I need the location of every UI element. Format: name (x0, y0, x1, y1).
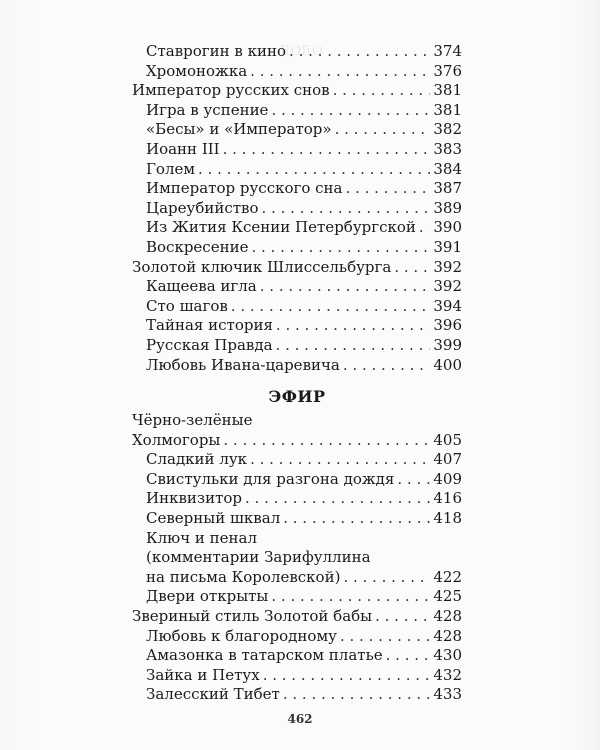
toc-entry-page: 400 (433, 355, 462, 374)
leader-dots (263, 666, 431, 686)
leader-dots (245, 489, 430, 509)
toc-entry-title: Цареубийство (146, 198, 259, 217)
toc-entry-title: Сладкий лук (146, 450, 248, 469)
toc-entry (132, 42, 462, 62)
toc-entry-title: Инквизитор (146, 489, 243, 508)
leader-dots (271, 101, 430, 121)
toc-entry-title-line: (комментарии Зарифуллина (146, 548, 371, 567)
toc-entry (132, 258, 462, 278)
toc-entry (132, 62, 462, 82)
toc-entry-title: Залесский Тибет (146, 685, 280, 704)
leader-dots (375, 607, 430, 627)
leader-dots (276, 336, 431, 356)
toc-entry (132, 509, 462, 529)
toc-entry-title: на письма Королевской) (146, 567, 341, 586)
toc-entry-page: 425 (433, 587, 462, 606)
toc-entry-title: Ставрогин в кино (146, 42, 287, 60)
toc-entry-title: Свистульки для разгона дождя (146, 469, 395, 488)
toc-entry-page: 409 (433, 469, 462, 488)
toc-entry (132, 470, 462, 490)
toc-entry-title: «Бесы» и «Император» (146, 120, 332, 139)
toc-entry-page: 384 (433, 159, 462, 178)
leader-dots (271, 587, 430, 607)
leader-dots (386, 646, 431, 666)
toc-entry-page: 387 (433, 179, 462, 198)
toc-entry-page: 418 (433, 509, 462, 528)
leader-dots (394, 258, 430, 278)
toc-entry-page: 399 (433, 335, 462, 354)
toc-entry-page: 428 (433, 626, 462, 645)
toc-entry (132, 238, 462, 258)
toc-entry (132, 489, 462, 509)
toc-entry (132, 316, 462, 336)
toc-entry-title: Амазонка в татарском платье (146, 646, 383, 665)
toc-entry-title: Любовь к благородному (146, 626, 337, 645)
toc-entry (132, 356, 462, 376)
toc-entry-page: 396 (433, 316, 462, 335)
leader-dots (333, 81, 431, 101)
toc-entry-title: Золотой ключик Шлиссельбурга (132, 257, 392, 276)
toc-entry-page: 407 (433, 450, 462, 469)
leader-dots (397, 470, 430, 490)
toc-entry-page: 389 (433, 198, 462, 217)
toc-entry-title: Северный шквал (146, 509, 281, 528)
toc-entry (132, 450, 462, 470)
toc-entry-page: 394 (433, 296, 462, 315)
toc-entry-page: 422 (433, 567, 462, 586)
toc-entry (132, 646, 462, 666)
leader-dots (343, 356, 430, 376)
leader-dots (283, 509, 430, 529)
toc-entry-title: Сто шагов (146, 296, 228, 315)
toc-entry-title: Император русского сна (146, 179, 343, 198)
toc-entry-page: 392 (433, 277, 462, 296)
section-heading: ЭФИР (268, 387, 326, 407)
toc-entry (132, 179, 462, 199)
toc-entry-page: 383 (433, 139, 462, 158)
toc-entry-title-line: Чёрно-зелёные (132, 411, 253, 430)
leader-dots (419, 218, 430, 238)
toc-entry (132, 277, 462, 297)
toc-entry (132, 297, 462, 317)
toc-entry (132, 140, 462, 160)
leader-dots (198, 160, 430, 180)
leader-dots (250, 62, 430, 82)
toc-entry-title: Зайка и Петух (146, 665, 260, 684)
toc-entry (132, 160, 462, 180)
leader-dots (250, 450, 430, 470)
leader-dots (223, 431, 430, 451)
toc-entry (132, 685, 462, 705)
toc-entry-page: 376 (433, 61, 462, 80)
leader-dots (251, 238, 430, 258)
toc-entry-title: Хромоножка (146, 61, 248, 80)
toc-entry (132, 81, 462, 101)
toc-entry (132, 120, 462, 140)
leader-dots (223, 140, 431, 160)
toc-entry (132, 568, 462, 588)
toc-entry-page: 405 (433, 430, 462, 449)
toc-entry (132, 666, 462, 686)
toc-entry (132, 336, 462, 356)
toc-entry-page: 432 (433, 665, 462, 684)
leader-dots (289, 42, 430, 62)
toc-entry (132, 587, 462, 607)
bleed-through-text: ОЛОД (280, 44, 323, 59)
toc-entry-page: 390 (433, 218, 462, 237)
leader-dots (335, 120, 431, 140)
toc-entry (132, 101, 462, 121)
toc-entry (132, 607, 462, 627)
toc-entry-page: 391 (433, 237, 462, 256)
toc-entry-title: Холмогоры (132, 430, 221, 449)
leader-dots (260, 277, 431, 297)
toc-entry-title: Двери открыты (146, 587, 269, 606)
toc-entry (132, 218, 462, 238)
leader-dots (231, 297, 431, 317)
toc-entry (132, 627, 462, 647)
toc-entry-page: 430 (433, 646, 462, 665)
toc-entry-page: 433 (433, 685, 462, 704)
leader-dots (343, 568, 430, 588)
toc-entry-title: Голем (146, 159, 196, 178)
toc-entry-page: 392 (433, 257, 462, 276)
toc-entry-title: Иоанн III (146, 139, 220, 158)
toc-entry-page: 382 (433, 120, 462, 139)
toc-entry-title: Любовь Ивана-царевича (146, 355, 340, 374)
leader-dots (346, 179, 431, 199)
toc-entry-title: Кащеева игла (146, 277, 257, 296)
leader-dots (262, 199, 431, 219)
toc-entry-page: 428 (433, 607, 462, 626)
toc-entry (132, 431, 462, 451)
toc-entry-page: 416 (433, 489, 462, 508)
toc-entry (132, 199, 462, 219)
toc-entry-title: Из Жития Ксении Петербургской (146, 218, 416, 237)
toc-entry-title: Тайная история (146, 316, 273, 335)
leader-dots (340, 627, 430, 647)
toc-entry-page: 381 (433, 100, 462, 119)
toc-entry-page: 381 (433, 81, 462, 100)
leader-dots (283, 685, 431, 705)
toc-entry-title: Император русских снов (132, 81, 330, 100)
leader-dots (276, 316, 430, 336)
toc-entry-title: Русская Правда (146, 335, 273, 354)
page-number: 462 (287, 712, 313, 726)
table-of-contents (132, 42, 462, 705)
toc-entry-title: Звериный стиль Золотой бабы (132, 607, 373, 626)
toc-entry-page: 374 (433, 42, 462, 60)
toc-entry-title-line: Ключ и пенал (146, 528, 257, 547)
toc-entry-title: Игра в успение (146, 100, 269, 119)
toc-entry-title: Воскресение (146, 237, 249, 256)
